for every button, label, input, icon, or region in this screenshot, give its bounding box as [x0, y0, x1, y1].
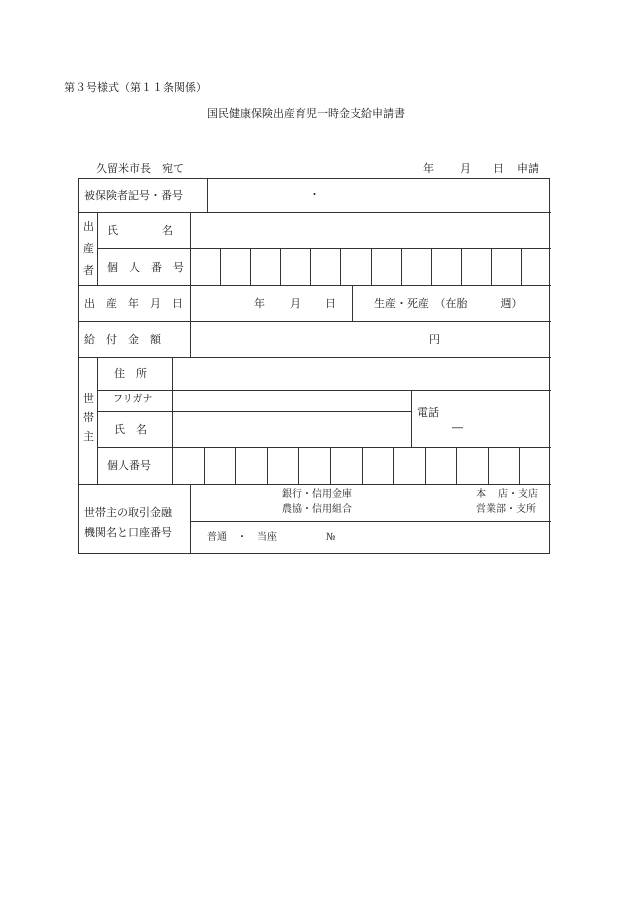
birth-year-label: 年 — [254, 297, 265, 310]
mother-group-label-3: 者 — [83, 264, 94, 277]
birth-status-label: 生産・死産 （在胎 週） — [374, 297, 523, 310]
mother-id-digit-cell[interactable] — [431, 248, 461, 285]
householder-id-digit-cell[interactable] — [519, 447, 551, 484]
addressee: 久留米市長 宛て — [96, 162, 184, 175]
householder-id-digit-cell[interactable] — [172, 447, 204, 484]
bank-label-line2: 機関名と口座番号 — [84, 526, 172, 539]
householder-phone-label: 電話 — [417, 406, 439, 419]
mother-id-digit-cell[interactable] — [250, 248, 280, 285]
householder-id-digit-cell[interactable] — [393, 447, 425, 484]
householder-address-label: 住 所 — [114, 367, 147, 380]
mother-name-label: 氏 名 — [107, 224, 173, 237]
date-day-label: 日 — [493, 162, 504, 175]
mother-name-field[interactable] — [191, 213, 550, 248]
householder-id-digit-cell[interactable] — [204, 447, 236, 484]
form-title: 国民健康保険出産育児一時金支給申請書 — [207, 107, 405, 120]
bank-branch-line2: 営業部・支所 — [476, 504, 536, 515]
householder-address-field[interactable] — [173, 358, 550, 390]
householder-id-digit-cell[interactable] — [425, 447, 457, 484]
householder-phone-dash: ― — [452, 421, 463, 434]
benefit-amount-label: 給 付 金 額 — [84, 333, 161, 346]
mother-id-digit-cell[interactable] — [280, 248, 310, 285]
form-number: 第３号様式（第１１条関係） — [64, 81, 207, 94]
date-year-label: 年 — [423, 162, 434, 175]
householder-group-label-2: 帯 — [83, 411, 94, 424]
bank-type-line1: 銀行・信用金庫 — [282, 489, 352, 500]
bank-name-field[interactable] — [191, 485, 550, 521]
mother-id-digit-cell[interactable] — [220, 248, 250, 285]
birth-day-label: 日 — [325, 297, 336, 310]
insured-number-separator: ・ — [309, 188, 320, 201]
householder-name-label: 氏 名 — [114, 423, 147, 436]
householder-furigana-field[interactable] — [173, 391, 410, 411]
birth-month-label: 月 — [290, 297, 301, 310]
bank-label-line1: 世帯主の取引金融 — [84, 506, 172, 519]
mother-group-label-1: 出 — [83, 220, 94, 233]
birth-date-label: 出 産 年 月 日 — [84, 297, 183, 310]
date-month-label: 月 — [460, 162, 471, 175]
mother-id-digit-cell[interactable] — [461, 248, 491, 285]
account-type-options[interactable]: 普通 ・ 当座 — [207, 532, 277, 543]
bank-branch-main: 本 — [476, 489, 486, 500]
account-number-field[interactable] — [345, 522, 550, 553]
householder-id-digit-cell[interactable] — [330, 447, 362, 484]
bank-type-line2: 農協・信用組合 — [282, 504, 352, 515]
householder-id-digit-cell[interactable] — [235, 447, 267, 484]
householder-id-digit-cell[interactable] — [267, 447, 299, 484]
mother-group-label-2: 産 — [83, 242, 94, 255]
householder-phone-field[interactable] — [412, 391, 550, 447]
mother-id-digit-cell[interactable] — [401, 248, 431, 285]
householder-id-label: 個人番号 — [107, 459, 151, 472]
insured-number-field[interactable] — [208, 179, 550, 212]
householder-id-digit-cell[interactable] — [456, 447, 488, 484]
mother-id-digit-cell[interactable] — [491, 248, 521, 285]
mother-id-digit-cell[interactable] — [340, 248, 370, 285]
benefit-amount-field[interactable] — [191, 322, 421, 357]
insured-number-label: 被保険者記号・番号 — [84, 189, 183, 202]
householder-id-digit-cell[interactable] — [488, 447, 520, 484]
account-number-label: № — [326, 532, 336, 543]
householder-furigana-label: フリガナ — [113, 394, 153, 405]
householder-group-label-1: 世 — [83, 392, 94, 405]
mother-id-digit-cell[interactable] — [190, 248, 220, 285]
mother-id-digit-cell[interactable] — [310, 248, 340, 285]
benefit-amount-unit: 円 — [429, 333, 440, 346]
mother-id-digit-cell[interactable] — [521, 248, 551, 285]
householder-group-label-3: 主 — [83, 430, 94, 443]
date-apply-label: 申請 — [517, 162, 539, 175]
mother-id-digit-cell[interactable] — [371, 248, 401, 285]
mother-id-label: 個 人 番 号 — [107, 261, 184, 274]
householder-id-digit-cell[interactable] — [362, 447, 394, 484]
householder-name-field[interactable] — [173, 412, 410, 447]
bank-branch-sub: 店・支店 — [498, 489, 538, 500]
householder-id-digit-cell[interactable] — [298, 447, 330, 484]
